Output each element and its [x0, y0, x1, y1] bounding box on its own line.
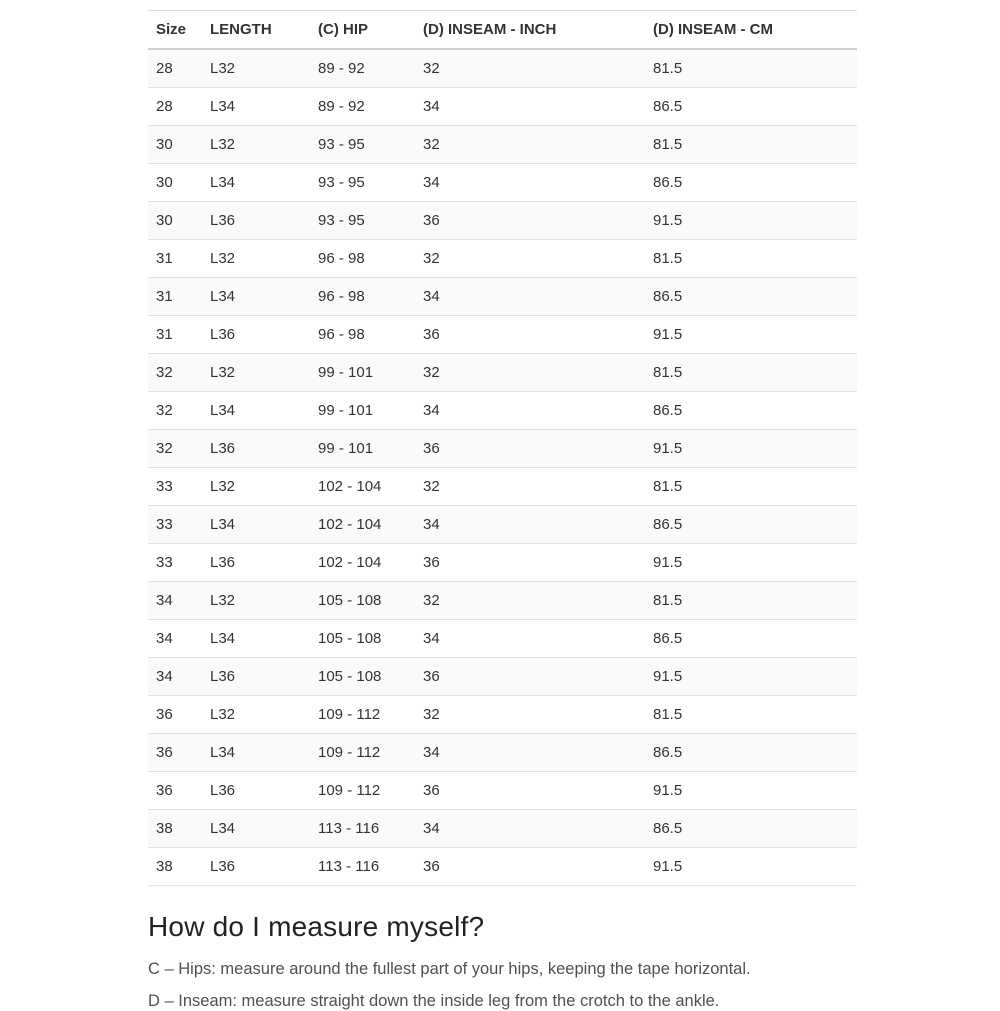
table-cell: 86.5	[645, 164, 857, 202]
table-header-row	[148, 11, 857, 50]
table-cell: 109 - 112	[310, 772, 415, 810]
table-cell: 36	[415, 202, 645, 240]
table-cell: 36	[415, 658, 645, 696]
table-cell: 32	[415, 696, 645, 734]
table-row	[148, 696, 857, 734]
table-cell: 113 - 116	[310, 810, 415, 848]
column-header-hip: (C) HIP	[310, 11, 415, 50]
table-row	[148, 848, 857, 886]
table-cell: L32	[202, 354, 310, 392]
table-cell: L34	[202, 88, 310, 126]
table-cell: 109 - 112	[310, 734, 415, 772]
table-row	[148, 582, 857, 620]
table-row	[148, 316, 857, 354]
table-cell: 93 - 95	[310, 202, 415, 240]
table-cell: 91.5	[645, 848, 857, 886]
table-row	[148, 468, 857, 506]
table-cell: L32	[202, 49, 310, 88]
table-cell: 99 - 101	[310, 392, 415, 430]
table-cell: L32	[202, 240, 310, 278]
table-row	[148, 620, 857, 658]
table-row	[148, 658, 857, 696]
table-cell: 36	[415, 772, 645, 810]
table-cell: 31	[148, 240, 202, 278]
table-cell: 31	[148, 316, 202, 354]
table-cell: 33	[148, 544, 202, 582]
table-cell: 34	[415, 278, 645, 316]
table-row	[148, 734, 857, 772]
table-cell: 33	[148, 506, 202, 544]
table-cell: L34	[202, 278, 310, 316]
table-cell: 32	[415, 582, 645, 620]
table-cell: 31	[148, 278, 202, 316]
table-cell: 34	[415, 164, 645, 202]
table-cell: 86.5	[645, 392, 857, 430]
table-cell: L34	[202, 164, 310, 202]
table-cell: 34	[415, 392, 645, 430]
size-chart-content	[148, 0, 857, 1011]
table-cell: 30	[148, 164, 202, 202]
column-header-inseam-inch: (D) INSEAM - INCH	[415, 11, 645, 50]
table-cell: L36	[202, 430, 310, 468]
table-cell: 96 - 98	[310, 278, 415, 316]
table-cell: 34	[415, 734, 645, 772]
table-cell: 81.5	[645, 240, 857, 278]
table-cell: 81.5	[645, 582, 857, 620]
column-header-length: LENGTH	[202, 11, 310, 50]
table-cell: 86.5	[645, 620, 857, 658]
table-cell: 105 - 108	[310, 658, 415, 696]
table-cell: 102 - 104	[310, 468, 415, 506]
table-cell: 91.5	[645, 544, 857, 582]
table-cell: 34	[148, 582, 202, 620]
table-cell: 32	[415, 468, 645, 506]
table-cell: 81.5	[645, 126, 857, 164]
table-cell: 91.5	[645, 316, 857, 354]
table-row	[148, 810, 857, 848]
table-cell: 28	[148, 49, 202, 88]
table-cell: 113 - 116	[310, 848, 415, 886]
table-cell: 34	[415, 810, 645, 848]
table-cell: L34	[202, 392, 310, 430]
table-cell: 34	[148, 620, 202, 658]
table-cell: 91.5	[645, 202, 857, 240]
table-cell: L36	[202, 316, 310, 354]
table-cell: 81.5	[645, 468, 857, 506]
measure-instruction-inseam: D – Inseam: measure straight down the inside leg from the crotch to the ankle.	[148, 992, 720, 1010]
table-cell: 36	[148, 696, 202, 734]
table-cell: L34	[202, 810, 310, 848]
table-cell: 96 - 98	[310, 240, 415, 278]
table-cell: L34	[202, 734, 310, 772]
table-cell: 105 - 108	[310, 582, 415, 620]
table-cell: 86.5	[645, 278, 857, 316]
table-cell: L32	[202, 126, 310, 164]
table-cell: L34	[202, 620, 310, 658]
table-row	[148, 506, 857, 544]
table-row	[148, 392, 857, 430]
table-cell: 86.5	[645, 506, 857, 544]
table-cell: L36	[202, 544, 310, 582]
table-cell: L36	[202, 202, 310, 240]
table-cell: 99 - 101	[310, 354, 415, 392]
table-cell: 91.5	[645, 772, 857, 810]
table-cell: 28	[148, 88, 202, 126]
table-cell: 86.5	[645, 810, 857, 848]
table-row	[148, 164, 857, 202]
table-cell: 99 - 101	[310, 430, 415, 468]
table-cell: 86.5	[645, 734, 857, 772]
column-header-inseam-cm: (D) INSEAM - CM	[645, 11, 857, 50]
table-cell: 30	[148, 126, 202, 164]
table-cell: 93 - 95	[310, 164, 415, 202]
table-row	[148, 544, 857, 582]
table-cell: 89 - 92	[310, 88, 415, 126]
table-cell: 34	[415, 620, 645, 658]
table-cell: L36	[202, 772, 310, 810]
table-cell: L36	[202, 848, 310, 886]
size-chart-table	[148, 10, 857, 886]
table-cell: 81.5	[645, 354, 857, 392]
table-cell: 32	[148, 430, 202, 468]
table-cell: 102 - 104	[310, 506, 415, 544]
measure-instruction-hips: C – Hips: measure around the fullest part of your hips, keeping the tape horizontal.	[148, 960, 751, 978]
table-cell: 89 - 92	[310, 49, 415, 88]
table-cell: L34	[202, 506, 310, 544]
table-cell: 81.5	[645, 49, 857, 88]
table-cell: 38	[148, 848, 202, 886]
table-cell: 96 - 98	[310, 316, 415, 354]
table-row	[148, 430, 857, 468]
table-row	[148, 88, 857, 126]
table-cell: 32	[415, 126, 645, 164]
table-row	[148, 772, 857, 810]
table-cell: 33	[148, 468, 202, 506]
table-cell: 32	[415, 354, 645, 392]
table-cell: 36	[415, 848, 645, 886]
table-cell: 34	[148, 658, 202, 696]
table-cell: L32	[202, 696, 310, 734]
table-cell: L36	[202, 658, 310, 696]
table-row	[148, 354, 857, 392]
table-cell: 32	[148, 392, 202, 430]
table-cell: 36	[415, 430, 645, 468]
table-cell: 30	[148, 202, 202, 240]
table-row	[148, 278, 857, 316]
table-cell: 36	[148, 772, 202, 810]
table-row	[148, 202, 857, 240]
table-cell: 32	[415, 49, 645, 88]
table-row	[148, 49, 857, 88]
column-header-size: Size	[148, 11, 202, 50]
table-cell: 91.5	[645, 430, 857, 468]
table-cell: 34	[415, 506, 645, 544]
table-cell: L32	[202, 582, 310, 620]
table-cell: 105 - 108	[310, 620, 415, 658]
measure-section-heading: How do I measure myself?	[148, 911, 485, 942]
table-cell: 81.5	[645, 696, 857, 734]
table-cell: 36	[415, 316, 645, 354]
table-cell: 109 - 112	[310, 696, 415, 734]
table-row	[148, 126, 857, 164]
table-cell: 93 - 95	[310, 126, 415, 164]
table-row	[148, 240, 857, 278]
table-cell: 32	[148, 354, 202, 392]
table-cell: 36	[415, 544, 645, 582]
table-cell: L32	[202, 468, 310, 506]
table-cell: 102 - 104	[310, 544, 415, 582]
table-cell: 34	[415, 88, 645, 126]
table-cell: 86.5	[645, 88, 857, 126]
table-cell: 32	[415, 240, 645, 278]
table-cell: 36	[148, 734, 202, 772]
table-cell: 91.5	[645, 658, 857, 696]
table-cell: 38	[148, 810, 202, 848]
